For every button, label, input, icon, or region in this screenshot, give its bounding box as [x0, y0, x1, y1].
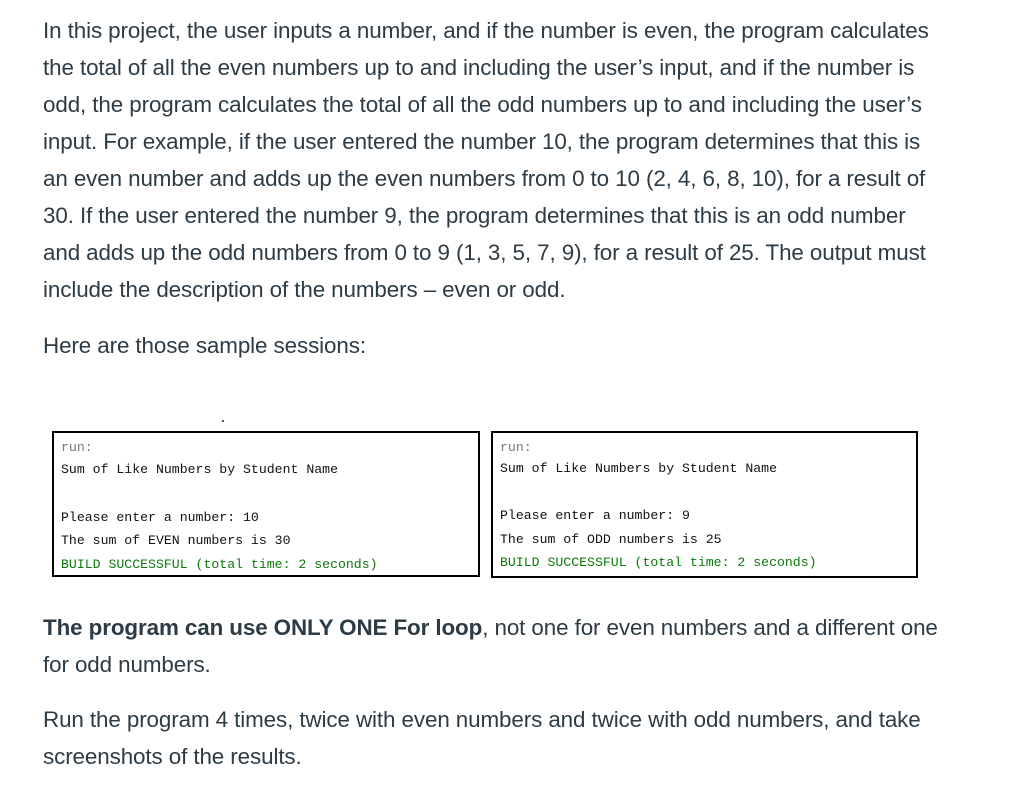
- console-program-title: Sum of Like Numbers by Student Name: [61, 462, 338, 477]
- intro-section: [43, 12, 973, 364]
- console-program-title: Sum of Like Numbers by Student Name: [500, 461, 777, 476]
- console-prompt: Please enter a number: 10: [61, 510, 259, 525]
- sample-session-odd: [491, 431, 918, 578]
- loop-requirement-emphasis: The program can use ONLY ONE For loop: [43, 615, 483, 640]
- console-result: The sum of ODD numbers is 25: [500, 532, 722, 547]
- run-instructions: Run the program 4 times, twice with even numbers and twice with odd numbers, and take screenshots of the results.: [43, 707, 921, 769]
- loop-requirement-rest: , not one for even numbers and a different one for odd numbers.: [43, 615, 938, 677]
- console-result: The sum of EVEN numbers is 30: [61, 533, 291, 548]
- stray-dot: [222, 420, 224, 422]
- console-run-label: run:: [61, 440, 93, 455]
- console-build-status: BUILD SUCCESSFUL (total time: 2 seconds): [61, 557, 378, 572]
- console-prompt: Please enter a number: 9: [500, 508, 690, 523]
- sample-session-even: [52, 431, 480, 577]
- sessions-heading: Here are those sample sessions:: [43, 333, 366, 358]
- console-build-status: BUILD SUCCESSFUL (total time: 2 seconds): [500, 555, 817, 570]
- loop-requirement: [43, 609, 943, 683]
- console-run-label: run:: [500, 440, 532, 455]
- project-description: In this project, the user inputs a number, and if the number is even, the program calculates the total of all the even numbers up to and including the user’s input, and if the number is odd, the program calculates the total of all the odd numbers up to and including the user’s input. For example, if the user entered the number 10, the program determines that this is an even number and adds up the even numbers from 0 to 10 (2, 4, 6, 8, 10), for a result of 30. If the user entered the number 9, the program determines that this is an odd number and adds up the odd numbers from 0 to 9 (1, 3, 5, 7, 9), for a result of 25. The output must include the description of the numbers – even or odd.: [43, 18, 929, 302]
